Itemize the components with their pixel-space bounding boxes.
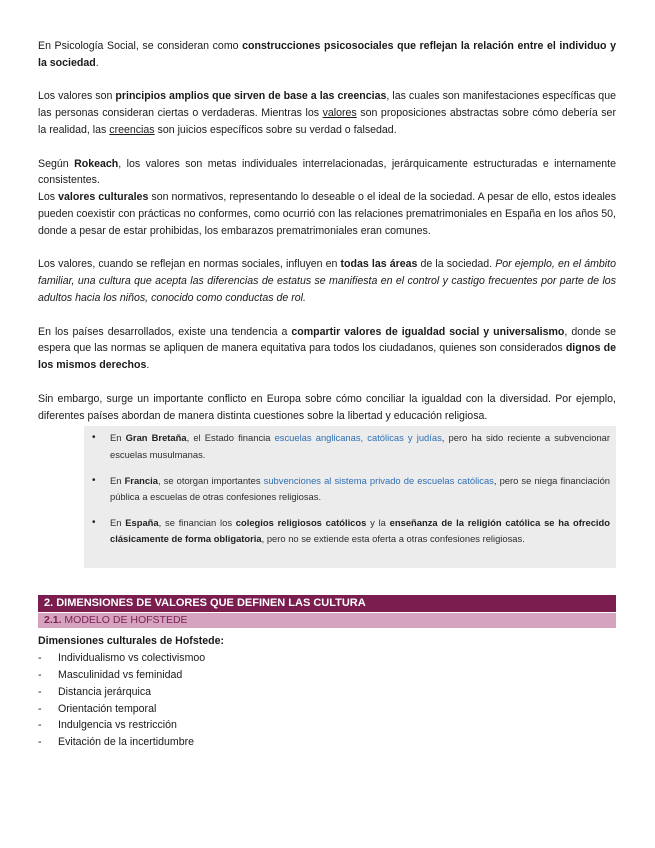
subsection-title: MODELO DE HOFSTEDE (61, 614, 188, 627)
figure-item-gran-bretana: • En Gran Bretaña, el Estado financia escuelas anglicanas, católicas y judías, pero ha sido reciente a subvencionar escuelas musulmanas. (92, 432, 610, 460)
bold-phrase: dignos de los mismos derechos (38, 342, 616, 372)
dash-marker: - (38, 685, 42, 698)
list-title: Dimensiones culturales de Hofstede: (38, 635, 225, 648)
bold-phrase: construcciones psicosociales que reflejan la relación entre el individuo y la sociedad (38, 40, 616, 69)
document-page (38, 38, 616, 751)
paragraph-conflict-europe: Sin embargo, surge un importante conflicto en Europa sobre cómo conciliar la igualdad con la diversidad. Por ejemplo, diferentes países abordan de manera distinta cuestiones sobre la libertad y educación religiosa. (38, 392, 616, 422)
paragraph-values-beliefs: Los valores son principios amplios que sirven de base a las creencias, las cuales son manifestaciones específicas que las personas consideran ciertas o verdaderas. Mientras los valores son proposiciones abstractas sobre cómo debería ser la realidad, las creencias son juicios específicos sobre su verdad o falsedad. (38, 90, 616, 136)
list-item: - Masculinidad vs feminidad (38, 667, 616, 684)
list-item: - Individualismo vs colectivismoo (38, 650, 616, 667)
bullet-icon: • (92, 517, 96, 529)
list-item: - Distancia jerárquica (38, 684, 616, 701)
subsection-heading (38, 613, 616, 628)
paragraph-cultural-values: Los valores culturales son normativos, representando lo deseable o el ideal de la sociedad. A pesar de ello, estos ideales pueden coexistir con prácticas no conformes, como ocurrió con las relaciones prematrimoniales en España en los años 50, donde a pesar de estar prohibidas, los embarazos prematrimoniales eran comunes. (38, 191, 617, 237)
figure-item-francia: • En Francia, se otorgan importantes subvenciones al sistema privado de escuelas católicas, pero se niega financiación pública a escuelas de otras confesiones religiosas. (92, 474, 610, 502)
italic-example: Por ejemplo, en el ámbito familiar, una cultura que acepta las diferencias de estatus se manifiesta en el control y castigo frecuentes por parte de los adultos hacia los niños, conocido como conductas de rol. (38, 258, 616, 304)
dash-marker: - (38, 736, 42, 749)
dash-marker: - (38, 719, 42, 732)
bold-phrase: Rokeach (74, 157, 119, 170)
dash-marker: - (38, 652, 42, 665)
list-item: - Orientación temporal (38, 701, 616, 718)
dash-marker: - (38, 702, 42, 715)
bold-phrase: principios amplios que sirven de base a las creencias (115, 90, 387, 103)
subsection-number: 2.1. (44, 614, 62, 627)
section-heading: 2. DIMENSIONES DE VALORES QUE DEFINEN LAS CULTURA (38, 595, 616, 612)
underlined-term: valores (322, 107, 357, 120)
paragraph-rokeach: Según Rokeach, los valores son metas individuales interrelacionadas, jerárquicamente estructuradas e internamente consistentes. (38, 157, 617, 187)
hofstede-dimensions-list (38, 650, 616, 751)
figure-item-espana: • En España, se financian los colegios religiosos católicos y la enseñanza de la religión católica se ha ofrecido clásicamente de forma obligatoria, pero no se extiende esta oferta a otras confesiones religiosas. (92, 517, 610, 545)
list-item: - Indulgencia vs restricción (38, 717, 616, 734)
paragraph-definition: En Psicología Social, se consideran como construcciones psicosociales que reflejan la relación entre el individuo y la sociedad. (38, 40, 616, 69)
paragraph-developed-countries: En los países desarrollados, existe una tendencia a compartir valores de igualdad social y universalismo, donde se espera que las normas se apliquen de manera equitativa para todos los ciudadanos, quienes son considerados dignos de los mismos derechos. (38, 325, 616, 372)
dash-marker: - (38, 668, 42, 681)
religious-education-figure (84, 426, 616, 568)
highlight-text: escuelas anglicanas, católicas y judías (274, 432, 442, 444)
highlight-text: subvenciones al sistema privado de escuelas católicas (263, 474, 494, 486)
bold-phrase: valores culturales (58, 191, 149, 204)
bold-phrase: todas las áreas (340, 258, 418, 271)
paragraph-social-norms: Los valores, cuando se reflejan en normas sociales, influyen en todas las áreas de la sociedad. Por ejemplo, en el ámbito familiar, una cultura que acepta las diferencias de estatus se manifiesta en el control y castigo frecuentes por parte de los adultos hacia los niños, conocido como conductas de rol. (38, 258, 616, 304)
bullet-icon: • (92, 474, 96, 486)
underlined-term: creencias (109, 123, 155, 136)
bold-phrase: compartir valores de igualdad social y universalismo (291, 325, 565, 338)
list-item: - Evitación de la incertidumbre (38, 734, 616, 751)
bullet-icon: • (92, 432, 96, 444)
